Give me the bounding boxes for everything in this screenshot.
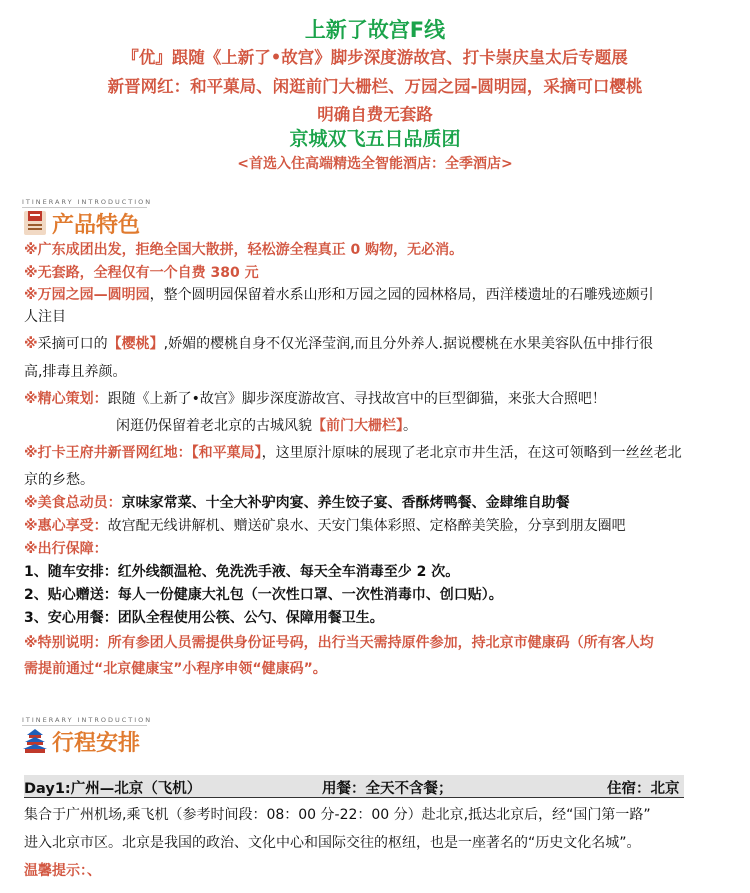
feature-label: ※精心策划： (24, 391, 108, 407)
star-mark: ※ (24, 287, 38, 303)
feature-line: ※无套路，全程仅有一个自费 380 元 (24, 265, 259, 281)
tour-name: 京城双飞五日品质团 (289, 128, 461, 150)
guarantee-item: 1、随车安排：红外线额温枪、免洗洗手液、每天全车消毒至少 2 次。 (24, 564, 460, 580)
day-meal: 用餐：全天不含餐； (322, 781, 453, 797)
body-text: ，整个圆明园保留着水系山形和万园之园的园林格局，西洋楼遗址的石雕残迹颇引 (149, 287, 654, 303)
body-text: 故宫配无线讲解机、赠送矿泉水、天安门集体彩照、定格醉美笑脸，分享到朋友圈吧 (107, 518, 626, 534)
day-description: 集合于广州机场,乘飞机（参考时间段：08：00 分-22：00 分）赴北京,抵达北京后，经“国门第一路” (24, 807, 651, 823)
section-en-label: ITINERARY INTRODUCTION (22, 198, 153, 206)
star-mark: ※ (24, 336, 38, 352)
feature-label: ※打卡王府井新晋网红地： (24, 445, 192, 461)
feature-line-cont: 人注目 (24, 309, 66, 325)
feature-line-cont: 京的乡愁。 (24, 472, 94, 488)
guarantee-item: 2、贴心赠送：每人一份健康大礼包（一次性口罩、一次性消毒巾、创口贴）。 (24, 587, 503, 603)
feature-line: ※广东成团出发，拒绝全国大散拼，轻松游全程真正 0 购物，无必消。 (24, 242, 464, 258)
feature-line (24, 517, 626, 535)
day-description: 进入北京市区。北京是我国的政治、文化中心和国际交往的枢纽，也是一座著名的“历史文化名城”。 (24, 835, 641, 851)
special-note-cont: 需提前通过“北京健康宝”小程序申领“健康码”。 (24, 661, 327, 677)
section-title: 产品特色 (52, 213, 141, 238)
subtitle-line: 『优』跟随《上新了•故宫》脚步深度游故宫、打卡崇庆皇太后专题展 (122, 48, 628, 67)
guarantee-item: 3、安心用餐：团队全程使用公筷、公勺、保障用餐卫生。 (24, 610, 384, 626)
body-text: 京味家常菜、十全大补驴肉宴、养生饺子宴、香酥烤鸭餐、金肆维自助餐 (121, 495, 570, 511)
feature-label: ※出行保障： (24, 541, 108, 557)
section-title: 行程安排 (52, 731, 141, 756)
day-header (24, 775, 684, 798)
body-text: 闲逛仍保留着老北京的古城风貌 (116, 418, 312, 434)
book-icon (22, 210, 48, 236)
subtitle-line: 明确自费无套路 (317, 105, 433, 124)
body-text: 采摘可口的 (37, 336, 108, 352)
special-note: ※特别说明：所有参团人员需提供身份证号码，出行当天需持原件参加，持北京市健康码（所有客人均 (24, 635, 654, 651)
feature-line-cont: 高,排毒且养颜。 (24, 364, 127, 380)
page-title: 上新了故宫F线 (304, 18, 446, 42)
day-stay: 住宿：北京 (607, 781, 680, 797)
body-text: 。 (403, 418, 417, 434)
feature-line (24, 444, 682, 462)
section-en-label: ITINERARY INTRODUCTION (22, 716, 153, 724)
feature-label: ※惠心享受： (24, 518, 108, 534)
temple-icon (22, 728, 48, 754)
body-text: 跟随《上新了•故宫》脚步深度游故宫、寻找故宫中的巨型御猫，来张大合照吧！ (107, 391, 606, 407)
highlight-text: 万园之园—圆明园 (37, 287, 150, 303)
highlight-text: 【樱桃】 (107, 336, 164, 352)
hotel-note: <首选入住高端精选全智能酒店：全季酒店> (237, 156, 513, 172)
highlight-text: 【前门大栅栏】 (312, 418, 403, 434)
highlight-text: 【和平菓局】 (191, 445, 262, 461)
tip-label: 温馨提示：、 (24, 863, 101, 879)
feature-line-cont (116, 417, 417, 435)
body-text: ,娇媚的樱桃自身不仅光泽莹润,而且分外养人.据说樱桃在水果美容队伍中排行很 (163, 336, 653, 352)
feature-label: ※美食总动员： (24, 495, 122, 511)
feature-line (24, 494, 570, 512)
body-text: ，这里原汁原味的展现了老北京市井生活，在这可领略到一丝丝老北 (261, 445, 682, 461)
subtitle-line: 新晋网红：和平菓局、闲逛前门大栅栏、万园之园-圆明园，采摘可口樱桃 (107, 77, 643, 96)
day-route: Day1:广州—北京（飞机） (24, 781, 202, 797)
feature-line (24, 286, 654, 304)
feature-line (24, 390, 606, 408)
feature-line (24, 335, 653, 353)
